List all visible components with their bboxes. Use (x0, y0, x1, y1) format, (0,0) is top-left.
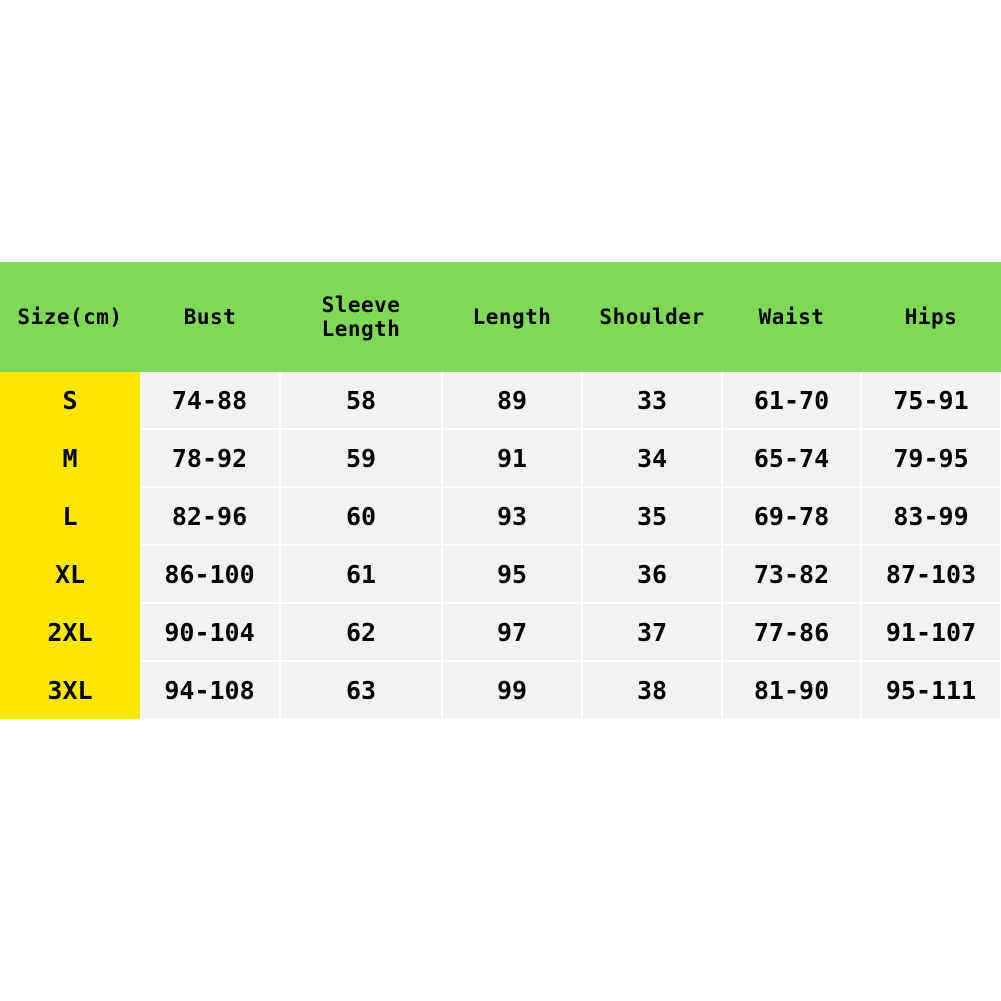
cell-shoulder: 33 (582, 372, 722, 429)
cell-hips: 87-103 (861, 545, 1001, 603)
cell-bust: 78-92 (140, 429, 280, 487)
cell-sleeve-length: 61 (280, 545, 442, 603)
cell-sleeve-length: 60 (280, 487, 442, 545)
cell-waist: 77-86 (722, 603, 861, 661)
cell-bust: 90-104 (140, 603, 280, 661)
cell-waist: 81-90 (722, 661, 861, 719)
cell-size: S (0, 372, 140, 429)
cell-hips: 79-95 (861, 429, 1001, 487)
cell-bust: 82-96 (140, 487, 280, 545)
cell-length: 99 (442, 661, 582, 719)
table-header (0, 262, 1001, 372)
cell-shoulder: 38 (582, 661, 722, 719)
cell-size: M (0, 429, 140, 487)
cell-waist: 73-82 (722, 545, 861, 603)
cell-waist: 69-78 (722, 487, 861, 545)
cell-hips: 83-99 (861, 487, 1001, 545)
header-waist: Waist (722, 262, 861, 372)
header-sleeve-length: Sleeve Length (280, 262, 442, 372)
header-size: Size(cm) (0, 262, 140, 372)
cell-shoulder: 35 (582, 487, 722, 545)
cell-hips: 91-107 (861, 603, 1001, 661)
table-row (0, 372, 1001, 429)
cell-sleeve-length: 58 (280, 372, 442, 429)
cell-size: 3XL (0, 661, 140, 719)
cell-size: L (0, 487, 140, 545)
cell-waist: 65-74 (722, 429, 861, 487)
cell-sleeve-length: 62 (280, 603, 442, 661)
header-shoulder: Shoulder (582, 262, 722, 372)
cell-size: 2XL (0, 603, 140, 661)
header-bust: Bust (140, 262, 280, 372)
cell-bust: 86-100 (140, 545, 280, 603)
header-hips: Hips (861, 262, 1001, 372)
cell-length: 89 (442, 372, 582, 429)
cell-size: XL (0, 545, 140, 603)
cell-length: 93 (442, 487, 582, 545)
cell-shoulder: 34 (582, 429, 722, 487)
cell-bust: 74-88 (140, 372, 280, 429)
table-row (0, 487, 1001, 545)
cell-sleeve-length: 59 (280, 429, 442, 487)
cell-hips: 95-111 (861, 661, 1001, 719)
cell-sleeve-length: 63 (280, 661, 442, 719)
table-row (0, 661, 1001, 719)
cell-length: 95 (442, 545, 582, 603)
cell-bust: 94-108 (140, 661, 280, 719)
table-row (0, 603, 1001, 661)
size-table (0, 262, 1001, 720)
cell-length: 91 (442, 429, 582, 487)
cell-shoulder: 36 (582, 545, 722, 603)
size-chart (0, 262, 1001, 720)
cell-hips: 75-91 (861, 372, 1001, 429)
cell-waist: 61-70 (722, 372, 861, 429)
header-length: Length (442, 262, 582, 372)
table-row (0, 545, 1001, 603)
table-header-row (0, 262, 1001, 372)
cell-length: 97 (442, 603, 582, 661)
table-row (0, 429, 1001, 487)
table-body (0, 372, 1001, 719)
cell-shoulder: 37 (582, 603, 722, 661)
